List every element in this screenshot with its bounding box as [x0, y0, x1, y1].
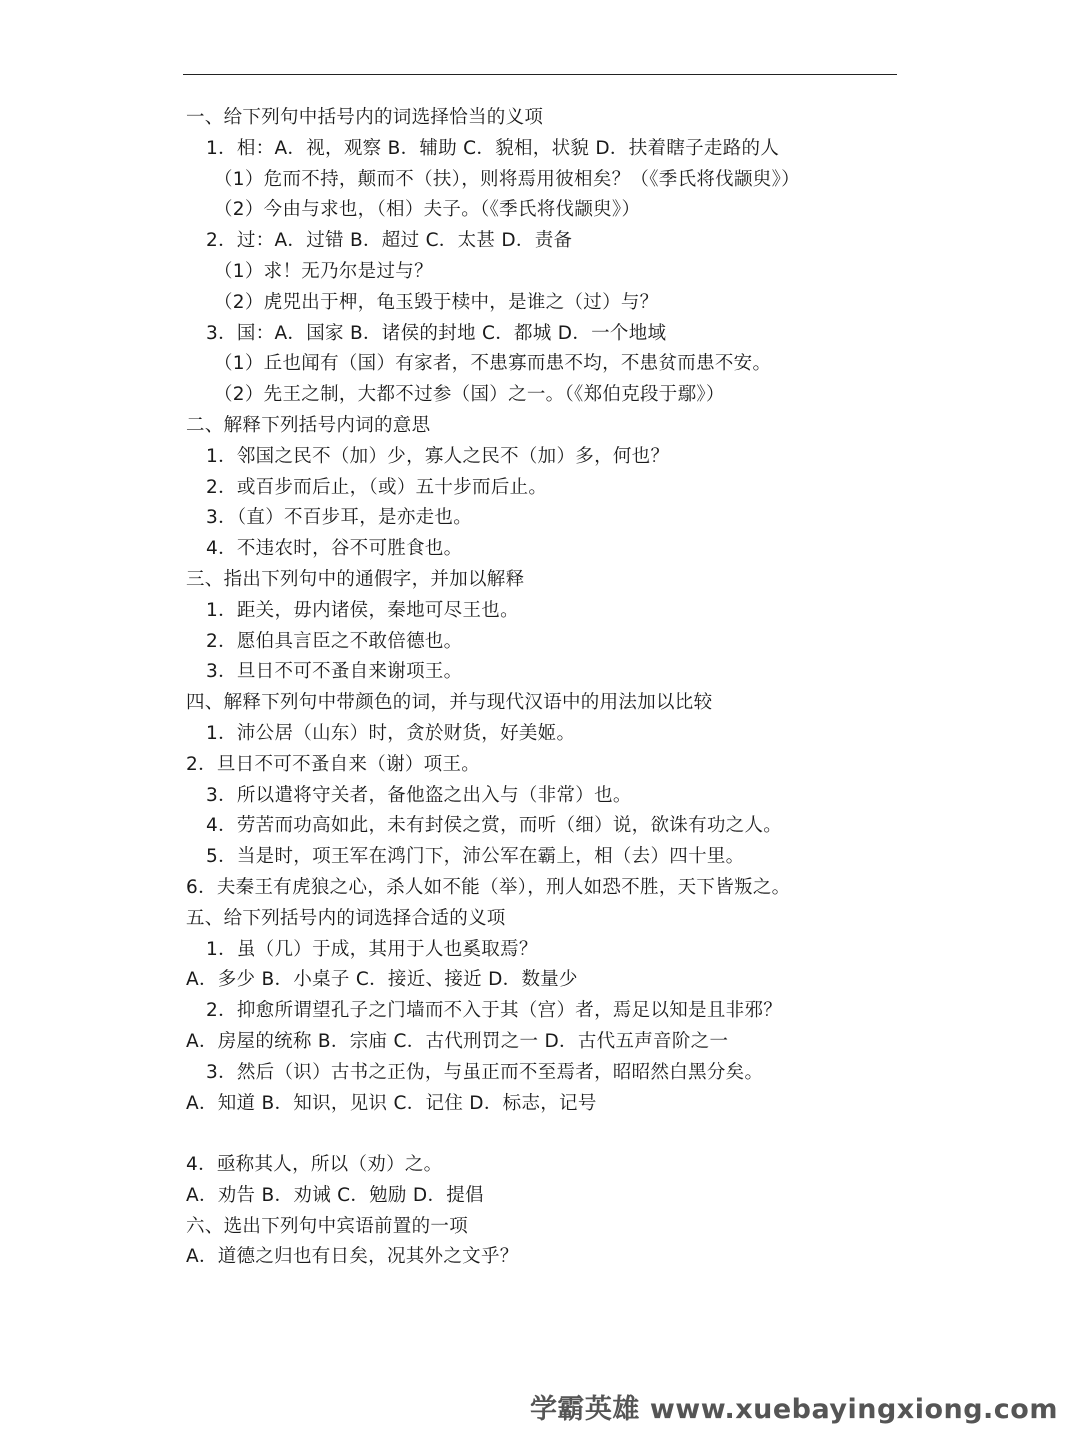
- text-line: 1．邻国之民不（加）少，寡人之民不（加）多，何也？: [206, 445, 670, 467]
- section-heading: 五、给下列括号内的词选择合适的义项: [186, 907, 506, 929]
- text-line: （1）求！无乃尔是过与？: [214, 260, 433, 282]
- watermark-brand: 学霸英雄: [529, 1394, 640, 1425]
- text-line: 5．当是时，项王军在鸿门下，沛公军在霸上，相（去）四十里。: [206, 846, 745, 868]
- document-body: [0, 103, 1080, 1273]
- text-line: 1．虽（几）于成，其用于人也奚取焉？: [206, 938, 538, 960]
- text-line: A．房屋的统称 B．宗庙 C．古代刑罚之一 D．古代五声音阶之一: [186, 1030, 729, 1052]
- text-line: A．知道 B．知识，见识 C．记住 D．标志，记号: [186, 1092, 597, 1114]
- text-line: 6．夫秦王有虎狼之心，杀人如不能（举），刑人如恐不胜，天下皆叛之。: [186, 876, 791, 898]
- blank-line: [0, 1119, 1080, 1150]
- text-line: 3．旦日不可不蚤自来谢项王。: [206, 661, 463, 683]
- section-heading: 四、解释下列句中带颜色的词，并与现代汉语中的用法加以比较: [186, 692, 713, 714]
- text-line: （2）虎兕出于柙，龟玉毁于椟中，是谁之（过）与？: [214, 291, 659, 313]
- watermark: [530, 1387, 1058, 1426]
- section-heading: 一、给下列句中括号内的词选择恰当的义项: [186, 107, 544, 128]
- text-line: 1．相：A．视，观察 B．辅助 C．貌相，状貌 D．扶着瞎子走路的人: [206, 137, 780, 159]
- text-line: 2．过：A．过错 B．超过 C．太甚 D．责备: [206, 230, 573, 252]
- text-line: 3．国：A．国家 B．诸侯的封地 C．都城 D．一个地域: [206, 322, 667, 344]
- text-line: 3．所以遣将守关者，备他盗之出入与（非常）也。: [206, 784, 632, 806]
- text-line: 3．（直）不百步耳，是亦走也。: [206, 507, 473, 529]
- watermark-url: www.xuebayingxiong.com: [649, 1394, 1058, 1425]
- text-line: 1．距关，毋内诸侯，秦地可尽王也。: [206, 599, 519, 621]
- text-line: A．劝告 B．劝诫 C．勉励 D．提倡: [186, 1184, 484, 1206]
- text-line: 1．沛公居（山东）时，贪於财货，好美姬。: [206, 722, 576, 744]
- section-heading: 六、选出下列句中宾语前置的一项: [186, 1215, 469, 1237]
- text-line: A．道德之归也有日矣，况其外之文乎？: [186, 1246, 519, 1268]
- text-line: 2．或百步而后止，（或）五十步而后止。: [206, 476, 548, 498]
- text-line: 4．亟称其人，所以（劝）之。: [186, 1154, 443, 1176]
- text-line: （1）丘也闻有（国）有家者，不患寡而患不均，不患贫而患不安。: [214, 353, 772, 375]
- text-line: 2．旦日不可不蚤自来（谢）项王。: [186, 753, 481, 775]
- text-line: 2．愿伯具言臣之不敢倍德也。: [206, 630, 463, 652]
- text-line: 4．不违农时，谷不可胜食也。: [206, 538, 463, 560]
- section-heading: 三、指出下列句中的通假字，并加以解释: [186, 568, 525, 590]
- section-heading: 二、解释下列括号内词的意思: [186, 414, 431, 436]
- text-line: 2．抑愈所谓望孔子之门墙而不入于其（宫）者，焉足以知是且非邪？: [206, 1000, 783, 1022]
- text-line: （2）今由与求也，（相）夫子。（《季氏将伐颛臾》）: [214, 199, 641, 221]
- text-line: （1）危而不持，颠而不（扶），则将焉用彼相矣？（《季氏将伐颛臾》）: [214, 168, 800, 190]
- text-line: 3．然后（识）古书之正伪，与虽正而不至焉者，昭昭然白黑分矣。: [206, 1061, 764, 1083]
- header-rule: [183, 74, 897, 75]
- text-line: （2）先王之制，大都不过参（国）之一。（《郑伯克段于鄢》）: [214, 384, 725, 406]
- text-line: A．多少 B．小桌子 C．接近、接近 D．数量少: [186, 969, 578, 991]
- text-line: 4．劳苦而功高如此，未有封侯之赏，而听（细）说，欲诛有功之人。: [206, 815, 783, 837]
